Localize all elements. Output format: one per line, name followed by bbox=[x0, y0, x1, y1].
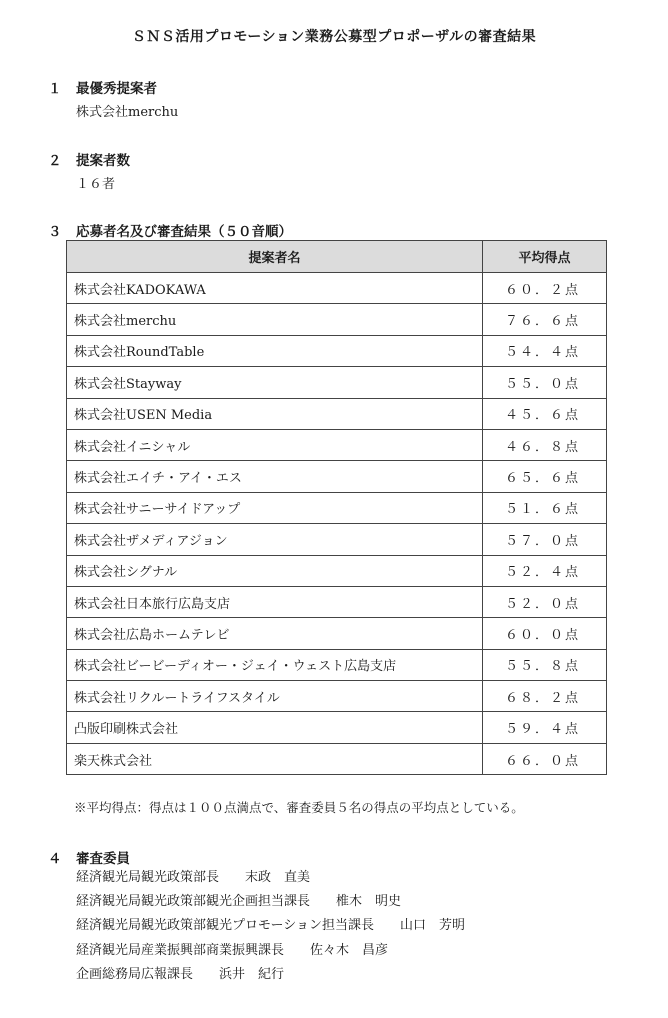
proposer-name: 株式会社日本旅行広島支店 bbox=[67, 586, 483, 617]
table-header-row bbox=[67, 241, 607, 273]
section-1-heading bbox=[48, 77, 157, 97]
committee-list bbox=[76, 866, 465, 987]
member-title: 企画総務局広報課長 bbox=[76, 966, 194, 982]
proposer-count: １６者 bbox=[76, 177, 116, 192]
committee-member bbox=[76, 866, 465, 890]
committee-member bbox=[76, 939, 465, 963]
average-score: ５４．４点 bbox=[483, 335, 607, 366]
section-3-heading bbox=[48, 220, 292, 240]
table-row bbox=[67, 273, 607, 304]
table-row bbox=[67, 618, 607, 649]
column-header-proposer: 提案者名 bbox=[67, 241, 483, 273]
section-number: ２ bbox=[48, 153, 62, 169]
committee-member bbox=[76, 914, 465, 938]
proposer-name: 株式会社ザメディアジョン bbox=[67, 524, 483, 555]
results-table-body bbox=[67, 273, 607, 775]
table-row bbox=[67, 398, 607, 429]
table-row bbox=[67, 492, 607, 523]
proposer-name: 株式会社エイチ・アイ・エス bbox=[67, 461, 483, 492]
table-row bbox=[67, 367, 607, 398]
member-title: 経済観光局観光政策部観光企画担当課長 bbox=[76, 894, 311, 910]
average-score: ５５．８点 bbox=[483, 649, 607, 680]
member-title: 経済観光局産業振興部商業振興課長 bbox=[76, 942, 285, 958]
average-score: ５１．６点 bbox=[483, 492, 607, 523]
section-title: 最優秀提案者 bbox=[76, 81, 157, 97]
proposer-name: 株式会社RoundTable bbox=[67, 335, 483, 366]
committee-member bbox=[76, 963, 465, 987]
section-4-heading bbox=[48, 847, 130, 867]
section-title: 審査委員 bbox=[76, 851, 130, 867]
average-score: ７６．６点 bbox=[483, 304, 607, 335]
member-name: 佐々木 昌彦 bbox=[310, 942, 389, 958]
table-row bbox=[67, 712, 607, 743]
proposer-name: 株式会社シグナル bbox=[67, 555, 483, 586]
member-name: 椎木 明史 bbox=[336, 894, 402, 910]
section-number: ４ bbox=[48, 851, 62, 867]
proposer-name: 楽天株式会社 bbox=[67, 743, 483, 774]
table-row bbox=[67, 335, 607, 366]
member-name: 山口 芳明 bbox=[399, 918, 465, 934]
proposer-name: 株式会社merchu bbox=[67, 304, 483, 335]
results-table bbox=[66, 240, 607, 775]
proposer-name: 株式会社イニシャル bbox=[67, 429, 483, 460]
section-number: ３ bbox=[48, 224, 62, 240]
table-row bbox=[67, 461, 607, 492]
score-note: ※平均得点：得点は１００点満点で、審査委員５名の得点の平均点としている。 bbox=[74, 800, 524, 815]
average-score: ６６．０点 bbox=[483, 743, 607, 774]
table-row bbox=[67, 524, 607, 555]
section-number: １ bbox=[48, 81, 62, 97]
best-proposer: 株式会社merchu bbox=[76, 105, 179, 120]
average-score: ４６．８点 bbox=[483, 429, 607, 460]
member-name: 末政 直美 bbox=[245, 870, 311, 885]
proposer-name: 凸版印刷株式会社 bbox=[67, 712, 483, 743]
member-title: 経済観光局観光政策部長 bbox=[76, 870, 220, 885]
table-row bbox=[67, 304, 607, 335]
table-row bbox=[67, 681, 607, 712]
section-title: 提案者数 bbox=[76, 153, 130, 169]
section-2-heading bbox=[48, 149, 130, 169]
average-score: ５７．０点 bbox=[483, 524, 607, 555]
page-title: ＳＮＳ活用プロモーション業務公募型プロポーザルの審査結果 bbox=[131, 29, 537, 45]
table-row bbox=[67, 555, 607, 586]
proposer-name: 株式会社広島ホームテレビ bbox=[67, 618, 483, 649]
committee-member bbox=[76, 890, 465, 914]
column-header-score: 平均得点 bbox=[483, 241, 607, 273]
table-row bbox=[67, 429, 607, 460]
average-score: ６０．０点 bbox=[483, 618, 607, 649]
average-score: ６５．６点 bbox=[483, 461, 607, 492]
member-name: 浜井 紀行 bbox=[219, 966, 285, 982]
proposer-name: 株式会社Stayway bbox=[67, 367, 483, 398]
average-score: ６０．２点 bbox=[483, 273, 607, 304]
member-title: 経済観光局観光政策部観光プロモーション担当課長 bbox=[76, 918, 374, 934]
table-row bbox=[67, 743, 607, 774]
proposer-name: 株式会社サニーサイドアップ bbox=[67, 492, 483, 523]
average-score: ４５．６点 bbox=[483, 398, 607, 429]
average-score: ５２．０点 bbox=[483, 586, 607, 617]
section-title: 応募者名及び審査結果（５０音順） bbox=[76, 224, 292, 240]
proposer-name: 株式会社KADOKAWA bbox=[67, 273, 483, 304]
proposer-name: 株式会社リクルートライフスタイル bbox=[67, 681, 483, 712]
proposer-name: 株式会社ビービーディオー・ジェイ・ウェスト広島支店 bbox=[67, 649, 483, 680]
average-score: ５９．４点 bbox=[483, 712, 607, 743]
average-score: ６８．２点 bbox=[483, 681, 607, 712]
table-row bbox=[67, 649, 607, 680]
proposer-name: 株式会社USEN Media bbox=[67, 398, 483, 429]
table-row bbox=[67, 586, 607, 617]
average-score: ５５．０点 bbox=[483, 367, 607, 398]
average-score: ５２．４点 bbox=[483, 555, 607, 586]
